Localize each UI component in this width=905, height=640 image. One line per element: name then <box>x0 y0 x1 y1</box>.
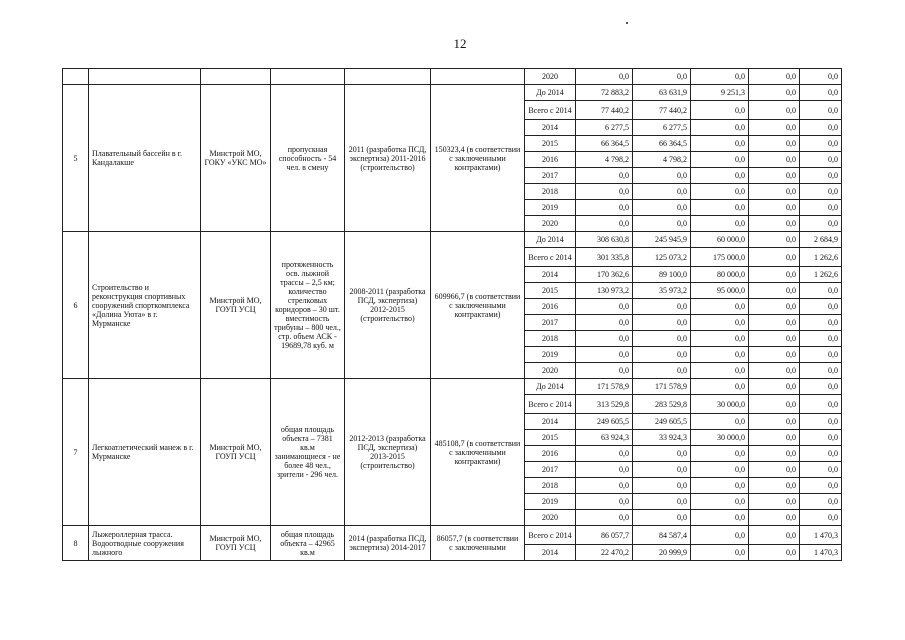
year-cell: 2014 <box>525 120 576 136</box>
year-cell: 2014 <box>525 545 576 561</box>
value-cell: 60 000,0 <box>691 232 749 248</box>
value-cell: 0,0 <box>749 152 800 168</box>
value-cell: 0,0 <box>576 315 633 331</box>
value-cell: 0,0 <box>800 379 842 395</box>
value-cell: 0,0 <box>749 430 800 446</box>
year-cell: До 2014 <box>525 232 576 248</box>
value-cell: 0,0 <box>800 101 842 120</box>
table-row <box>63 379 842 395</box>
value-cell: 0,0 <box>633 510 691 526</box>
value-cell: 0,0 <box>749 510 800 526</box>
value-cell: 0,0 <box>749 120 800 136</box>
value-cell: 171 578,9 <box>576 379 633 395</box>
value-cell: 0,0 <box>800 331 842 347</box>
value-cell: 0,0 <box>691 315 749 331</box>
value-cell: 0,0 <box>749 347 800 363</box>
value-cell: 0,0 <box>633 347 691 363</box>
value-cell: 0,0 <box>576 184 633 200</box>
value-cell: 0,0 <box>691 446 749 462</box>
value-cell: 0,0 <box>749 85 800 101</box>
table-row <box>63 232 842 248</box>
value-cell: 245 945,9 <box>633 232 691 248</box>
project-period: 2014 (разработка ПСД, экспертиза) 2014-2017 <box>345 526 431 561</box>
value-cell: 0,0 <box>749 299 800 315</box>
value-cell: 0,0 <box>800 85 842 101</box>
value-cell: 0,0 <box>749 315 800 331</box>
year-cell: 2017 <box>525 168 576 184</box>
value-cell: 0,0 <box>749 379 800 395</box>
value-cell: 0,0 <box>691 510 749 526</box>
value-cell: 249 605,5 <box>633 414 691 430</box>
value-cell: 0,0 <box>800 283 842 299</box>
project-customer: Минстрой МО, ГОУП УСЦ <box>201 232 271 379</box>
value-cell: 0,0 <box>691 478 749 494</box>
year-cell: 2020 <box>525 510 576 526</box>
project-period: 2008-2011 (разработка ПСД, экспертиза) 2012-2015 (строительство) <box>345 232 431 379</box>
value-cell: 0,0 <box>749 168 800 184</box>
value-cell: 0,0 <box>749 69 800 85</box>
project-name: Легкоатлетический манеж в г. Мурманске <box>89 379 201 526</box>
value-cell: 308 630,8 <box>576 232 633 248</box>
value-cell: 0,0 <box>800 494 842 510</box>
value-cell: 0,0 <box>576 69 633 85</box>
value-cell: 0,0 <box>800 216 842 232</box>
value-cell: 0,0 <box>691 120 749 136</box>
value-cell: 0,0 <box>800 299 842 315</box>
value-cell: 125 073,2 <box>633 248 691 267</box>
value-cell: 63 631,9 <box>633 85 691 101</box>
project-capacity: пропускная способность - 54 чел. в смену <box>271 85 345 232</box>
year-cell: 2019 <box>525 200 576 216</box>
year-cell: Всего с 2014 <box>525 248 576 267</box>
value-cell: 0,0 <box>691 379 749 395</box>
value-cell: 0,0 <box>576 299 633 315</box>
value-cell: 20 999,9 <box>633 545 691 561</box>
value-cell: 175 000,0 <box>691 248 749 267</box>
value-cell: 33 924,3 <box>633 430 691 446</box>
year-cell: Всего с 2014 <box>525 526 576 545</box>
value-cell: 0,0 <box>749 232 800 248</box>
year-cell: 2014 <box>525 267 576 283</box>
value-cell: 171 578,9 <box>633 379 691 395</box>
project-cost: 485108,7 (в соответствии с заключенными контрактами) <box>431 379 525 526</box>
value-cell: 0,0 <box>691 363 749 379</box>
table-row <box>63 85 842 101</box>
year-cell: 2016 <box>525 299 576 315</box>
value-cell: 0,0 <box>800 363 842 379</box>
value-cell: 0,0 <box>633 69 691 85</box>
year-cell: 2020 <box>525 216 576 232</box>
value-cell: 35 973,2 <box>633 283 691 299</box>
value-cell: 1 262,6 <box>800 267 842 283</box>
value-cell: 0,0 <box>749 494 800 510</box>
table-row <box>63 526 842 545</box>
value-cell: 0,0 <box>691 101 749 120</box>
project-cost: 150323,4 (в соответствии с заключенными контрактами) <box>431 85 525 232</box>
value-cell: 0,0 <box>749 331 800 347</box>
value-cell: 0,0 <box>749 248 800 267</box>
year-cell: 2018 <box>525 478 576 494</box>
value-cell: 0,0 <box>576 446 633 462</box>
year-cell: 2015 <box>525 136 576 152</box>
value-cell: 0,0 <box>691 184 749 200</box>
project-name: Лыжероллерная трасса. Водоотводные сооружения лыжного <box>89 526 201 561</box>
value-cell: 0,0 <box>576 200 633 216</box>
value-cell: 0,0 <box>800 136 842 152</box>
value-cell: 0,0 <box>749 200 800 216</box>
project-customer: Минстрой МО, ГОУП УСЦ <box>201 379 271 526</box>
value-cell: 86 057,7 <box>576 526 633 545</box>
value-cell: 0,0 <box>691 69 749 85</box>
value-cell: 95 000,0 <box>691 283 749 299</box>
value-cell: 0,0 <box>691 414 749 430</box>
value-cell: 283 529,8 <box>633 395 691 414</box>
value-cell: 0,0 <box>800 184 842 200</box>
value-cell: 0,0 <box>749 395 800 414</box>
value-cell: 0,0 <box>691 200 749 216</box>
value-cell: 0,0 <box>749 526 800 545</box>
value-cell: 0,0 <box>800 462 842 478</box>
value-cell: 0,0 <box>576 347 633 363</box>
value-cell: 0,0 <box>749 101 800 120</box>
value-cell: 66 364,5 <box>576 136 633 152</box>
project-cost: 86057,7 (в соответствии с заключенными <box>431 526 525 561</box>
year-cell: 2017 <box>525 462 576 478</box>
value-cell: 0,0 <box>633 494 691 510</box>
value-cell: 0,0 <box>691 462 749 478</box>
value-cell: 0,0 <box>749 414 800 430</box>
value-cell: 80 000,0 <box>691 267 749 283</box>
value-cell: 0,0 <box>691 299 749 315</box>
value-cell: 9 251,3 <box>691 85 749 101</box>
value-cell: 0,0 <box>800 315 842 331</box>
value-cell: 0,0 <box>749 363 800 379</box>
year-cell: 2020 <box>525 69 576 85</box>
value-cell: 0,0 <box>576 510 633 526</box>
value-cell: 22 470,2 <box>576 545 633 561</box>
value-cell: 0,0 <box>800 446 842 462</box>
value-cell: 89 100,0 <box>633 267 691 283</box>
project-period: 2012-2013 (разработка ПСД, экспертиза) 2013-2015 (строительство) <box>345 379 431 526</box>
value-cell: 0,0 <box>800 510 842 526</box>
value-cell: 6 277,5 <box>633 120 691 136</box>
value-cell: 0,0 <box>749 136 800 152</box>
value-cell: 6 277,5 <box>576 120 633 136</box>
year-cell: 2016 <box>525 152 576 168</box>
value-cell: 84 587,4 <box>633 526 691 545</box>
value-cell: 0,0 <box>691 216 749 232</box>
value-cell: 1 262,6 <box>800 248 842 267</box>
value-cell: 313 529,8 <box>576 395 633 414</box>
year-cell: Всего с 2014 <box>525 101 576 120</box>
value-cell: 0,0 <box>576 494 633 510</box>
year-cell: 2015 <box>525 430 576 446</box>
value-cell: 0,0 <box>576 168 633 184</box>
value-cell: 130 973,2 <box>576 283 633 299</box>
value-cell: 249 605,5 <box>576 414 633 430</box>
value-cell: 0,0 <box>749 267 800 283</box>
project-period: 2011 (разработка ПСД, экспертиза) 2011-2016 (строительство) <box>345 85 431 232</box>
project-customer: Минстрой МО, ГОКУ «УКС МО» <box>201 85 271 232</box>
year-cell: 2017 <box>525 315 576 331</box>
project-number: 6 <box>63 232 89 379</box>
year-cell: 2019 <box>525 347 576 363</box>
value-cell: 0,0 <box>749 478 800 494</box>
value-cell: 0,0 <box>749 184 800 200</box>
value-cell: 0,0 <box>633 446 691 462</box>
year-cell: До 2014 <box>525 85 576 101</box>
value-cell: 0,0 <box>749 462 800 478</box>
value-cell: 77 440,2 <box>576 101 633 120</box>
value-cell: 0,0 <box>633 200 691 216</box>
year-cell: 2014 <box>525 414 576 430</box>
value-cell: 63 924,3 <box>576 430 633 446</box>
value-cell: 0,0 <box>800 347 842 363</box>
value-cell: 0,0 <box>800 414 842 430</box>
value-cell: 0,0 <box>633 299 691 315</box>
year-cell: 2015 <box>525 283 576 299</box>
value-cell: 0,0 <box>691 331 749 347</box>
value-cell: 0,0 <box>691 494 749 510</box>
value-cell: 0,0 <box>749 545 800 561</box>
page-number: 12 <box>453 36 467 51</box>
value-cell: 0,0 <box>800 152 842 168</box>
project-capacity: общая площадь объекта – 42965 кв.м <box>271 526 345 561</box>
value-cell: 2 684,9 <box>800 232 842 248</box>
value-cell: 0,0 <box>749 216 800 232</box>
value-cell: 0,0 <box>633 168 691 184</box>
value-cell: 0,0 <box>800 69 842 85</box>
value-cell: 4 798,2 <box>576 152 633 168</box>
value-cell: 0,0 <box>633 216 691 232</box>
value-cell: 0,0 <box>749 283 800 299</box>
value-cell: 0,0 <box>633 331 691 347</box>
value-cell: 0,0 <box>691 136 749 152</box>
value-cell: 0,0 <box>800 168 842 184</box>
year-cell: Всего с 2014 <box>525 395 576 414</box>
value-cell: 77 440,2 <box>633 101 691 120</box>
year-cell: 2019 <box>525 494 576 510</box>
value-cell: 0,0 <box>576 478 633 494</box>
project-number: 5 <box>63 85 89 232</box>
year-cell: До 2014 <box>525 379 576 395</box>
project-cost: 609966,7 (в соответствии с заключенными контрактами) <box>431 232 525 379</box>
year-cell: 2018 <box>525 184 576 200</box>
value-cell: 0,0 <box>633 478 691 494</box>
value-cell: 0,0 <box>576 216 633 232</box>
value-cell: 0,0 <box>576 462 633 478</box>
value-cell: 30 000,0 <box>691 430 749 446</box>
project-name: Плавательный бассейн в г. Кандалакше <box>89 85 201 232</box>
value-cell: 0,0 <box>633 315 691 331</box>
value-cell: 0,0 <box>691 526 749 545</box>
value-cell: 0,0 <box>800 395 842 414</box>
value-cell: 0,0 <box>800 120 842 136</box>
value-cell: 0,0 <box>633 184 691 200</box>
scan-dot <box>626 22 628 24</box>
value-cell: 0,0 <box>576 331 633 347</box>
value-cell: 0,0 <box>691 168 749 184</box>
year-cell: 2018 <box>525 331 576 347</box>
value-cell: 0,0 <box>800 430 842 446</box>
value-cell: 0,0 <box>633 363 691 379</box>
value-cell: 66 364,5 <box>633 136 691 152</box>
project-number: 7 <box>63 379 89 526</box>
value-cell: 1 470,3 <box>800 526 842 545</box>
value-cell: 0,0 <box>691 152 749 168</box>
project-number: 8 <box>63 526 89 561</box>
value-cell: 72 883,2 <box>576 85 633 101</box>
year-cell: 2016 <box>525 446 576 462</box>
table-row <box>63 69 842 85</box>
value-cell: 1 470,3 <box>800 545 842 561</box>
value-cell: 0,0 <box>800 200 842 216</box>
value-cell: 0,0 <box>691 347 749 363</box>
value-cell: 0,0 <box>633 462 691 478</box>
value-cell: 0,0 <box>576 363 633 379</box>
value-cell: 0,0 <box>749 446 800 462</box>
project-customer: Минстрой МО, ГОУП УСЦ <box>201 526 271 561</box>
value-cell: 0,0 <box>691 545 749 561</box>
value-cell: 0,0 <box>800 478 842 494</box>
project-name: Строительство и реконструкция спортивных сооружений спорткомплекса «Долина Уюта» в г. Мурманске <box>89 232 201 379</box>
year-cell: 2020 <box>525 363 576 379</box>
value-cell: 301 335,8 <box>576 248 633 267</box>
program-table <box>62 68 842 561</box>
value-cell: 170 362,6 <box>576 267 633 283</box>
value-cell: 30 000,0 <box>691 395 749 414</box>
value-cell: 4 798,2 <box>633 152 691 168</box>
project-capacity: общая площадь объекта – 7381 кв.м занимающиеся - не более 48 чел., зрители - 296 чел. <box>271 379 345 526</box>
project-capacity: протяженность осв. лыжной трассы – 2,5 км; количество стрелковых коридоров – 30 шт. вместимость трибуны – 800 чел., стр. объем АСК - 19689,78 куб. м <box>271 232 345 379</box>
